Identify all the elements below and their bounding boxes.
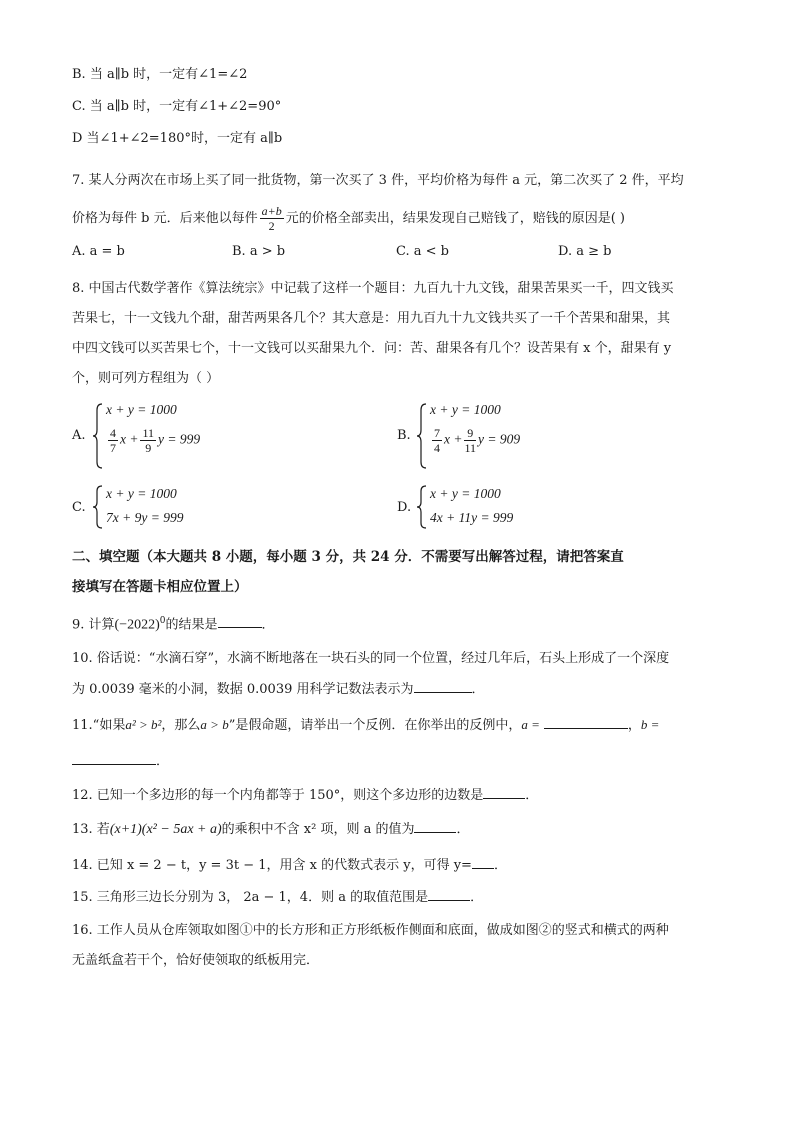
q8-b-frac1-den: 4 [434,441,440,455]
q14-end: ． [493,858,507,873]
q11-post: ”是假命题，请举出一个反例．在你举出的反例中， [228,718,522,733]
q7-frac-num: a+b [261,204,282,218]
q8-system-c [92,484,292,532]
section-heading-line1: 二、填空题（本大题共 8 小题，每小题 3 分，共 24 分．不需要写出解答过程，请把答案直 [72,549,624,565]
q8-a-frac2 [140,426,156,455]
q8-d-row1: x + y = 1000 [430,486,501,501]
brace-icon [92,402,104,470]
q8-a-frac1-num: 4 [110,426,116,440]
q9-exponent: 0 [159,616,166,626]
q8-c-row2: 7x + 9y = 999 [106,510,184,525]
q8-system-d [416,484,616,532]
q10-line2 [72,680,485,699]
q8-system-b [416,402,616,472]
q13-answer-blank[interactable] [414,820,456,833]
q9-expression: (−2022) [114,617,160,633]
q14-answer-blank[interactable] [472,856,494,869]
q16-line1: 16. 工作人员从仓库领取如图①中的长方形和正方形纸板作侧面和底面，做成如图②的竖式和横式的两种 [72,923,669,938]
q8-a-frac2-den: 9 [145,441,152,455]
q8-b-frac2-num: 9 [464,426,476,441]
q8-b-frac2-den: 11 [464,441,477,455]
q14-text: 14. 已知 x = 2 − t，y = 3t − 1，用含 x 的代数式表示 y，可得 y= [72,858,472,873]
q15-end: ． [470,890,484,905]
q11-comma: ， [627,718,641,733]
q8-a-row1: x + y = 1000 [106,402,177,417]
q9-pre: 9. 计算 [72,617,115,633]
q8-a-frac1 [108,426,118,455]
q11-mid: ，那么 [161,718,201,733]
q8-a-frac2-num: 11 [142,426,155,440]
q8-d-label: D. [397,500,412,515]
q13-line [72,820,470,839]
q13-end: ． [456,822,470,837]
q13-pre: 13. 若 [72,822,110,837]
q11-condition2: a > b [200,717,229,732]
q11-end: ． [156,754,170,769]
q14-line [72,856,507,875]
q8-line3: 中四文钱可以买苦果七个，十一文钱可以买甜果九个．问：苦、甜果各有几个？设苦果有 x 个，甜果有 y [72,341,672,356]
q8-b-label: B. [397,428,411,443]
q7-line2-post: 元的价格全部卖出，结果发现自己赔钱了，赔钱的原因是( ) [285,211,625,226]
q12-answer-blank[interactable] [483,786,525,799]
q7-line1: 7. 某人分两次在市场上买了同一批货物，第一次买了 3 件，平均价格为每件 a 元，第二次买了 2 件，平均 [72,173,684,188]
q9-answer-blank[interactable] [218,615,262,628]
q13-post: 的乘积中不含 x² 项，则 a 的值为 [221,822,415,837]
q7-frac-den: 2 [268,219,275,233]
section-heading-line2: 接填写在答题卡相应位置上） [72,579,248,595]
q8-a-label: A. [72,428,86,443]
q11-b-eq: b = [640,717,660,732]
q7-line2 [72,204,625,234]
q9-line [72,612,275,634]
q11-a-answer-blank[interactable] [544,716,628,729]
q13-expression: (x+1)(x² − 5ax + a) [109,822,222,837]
q12-text: 12. 已知一个多边形的每一个内角都等于 150°，则这个多边形的边数是 [72,788,484,803]
q8-c-label: C. [72,500,86,515]
q11-line1 [72,716,659,735]
q10-answer-blank[interactable] [414,680,472,693]
q7-fraction [260,204,284,233]
q8-b-frac1-num: 7 [434,426,440,440]
q8-b-row2 [430,426,520,455]
q8-c-row1: x + y = 1000 [106,486,177,501]
q8-line2: 苦果七，十一文钱九个甜，甜苦两果各几个？其大意是：用九百九十九文钱共买了一千个苦果和甜果，其 [72,311,671,326]
q15-answer-blank[interactable] [428,888,470,901]
q16-line2: 无盖纸盒若干个，恰好使领取的纸板用完． [72,953,320,968]
q7-choice-c: C. a < b [396,244,449,259]
q8-system-a [92,402,292,472]
q7-choice-d: D. a ≥ b [558,244,612,259]
q15-line [72,888,483,907]
q8-a-frac1-den: 7 [110,441,116,455]
q8-b-mid: x + [444,431,463,447]
q8-b-row1: x + y = 1000 [430,402,501,417]
brace-icon [416,484,428,530]
q6-option-d: D 当∠1+∠2=180°时，一定有 a∥b [72,131,283,146]
q9-post: 的结果是 [165,617,218,633]
q6-option-c: C. 当 a∥b 时，一定有∠1+∠2=90° [72,99,282,114]
q11-line2 [72,752,169,771]
q7-choice-b: B. a > b [232,244,286,259]
q11-b-answer-blank[interactable] [72,752,156,765]
q8-a-end: y = 999 [158,431,201,447]
q8-line1: 8. 中国古代数学著作《算法统宗》中记载了这样一个题目：九百九十九文钱，甜果苦果买一千，四文钱买 [72,281,674,296]
q11-a-eq: a = [521,717,540,732]
q7-choice-a: A. a = b [72,244,125,259]
q15-text: 15. 三角形三边长分别为 3， 2a − 1，4．则 a 的取值范围是 [72,890,429,905]
q8-b-frac1 [432,426,442,455]
q8-d-row2: 4x + 11y = 999 [430,510,514,525]
q7-line2-pre: 价格为每件 b 元．后来他以每件 [72,211,258,226]
q11-pre: 11.“如果 [72,718,126,733]
q8-line4: 个，则可列方程组为（ ） [72,371,220,386]
q10-line2-text: 为 0.0039 毫米的小洞，数据 0.0039 用科学记数法表示为 [72,682,414,697]
q8-b-end: y = 909 [478,431,521,447]
q11-condition1: a² > b² [125,717,162,732]
q6-option-b: B. 当 a∥b 时，一定有∠1=∠2 [72,67,248,82]
brace-icon [92,484,104,530]
q10-end: ． [471,682,485,697]
q8-b-frac2 [464,426,476,455]
brace-icon [416,402,428,470]
q12-line [72,786,538,805]
q8-a-mid: x + [120,431,139,447]
q12-end: ． [525,788,539,803]
q8-a-row2 [106,426,200,455]
q10-line1: 10. 俗话说：“水滴石穿”，水滴不断地落在一块石头的同一个位置，经过几年后，石头上形成了一个深度 [72,651,670,666]
q9-end: ． [261,617,275,633]
